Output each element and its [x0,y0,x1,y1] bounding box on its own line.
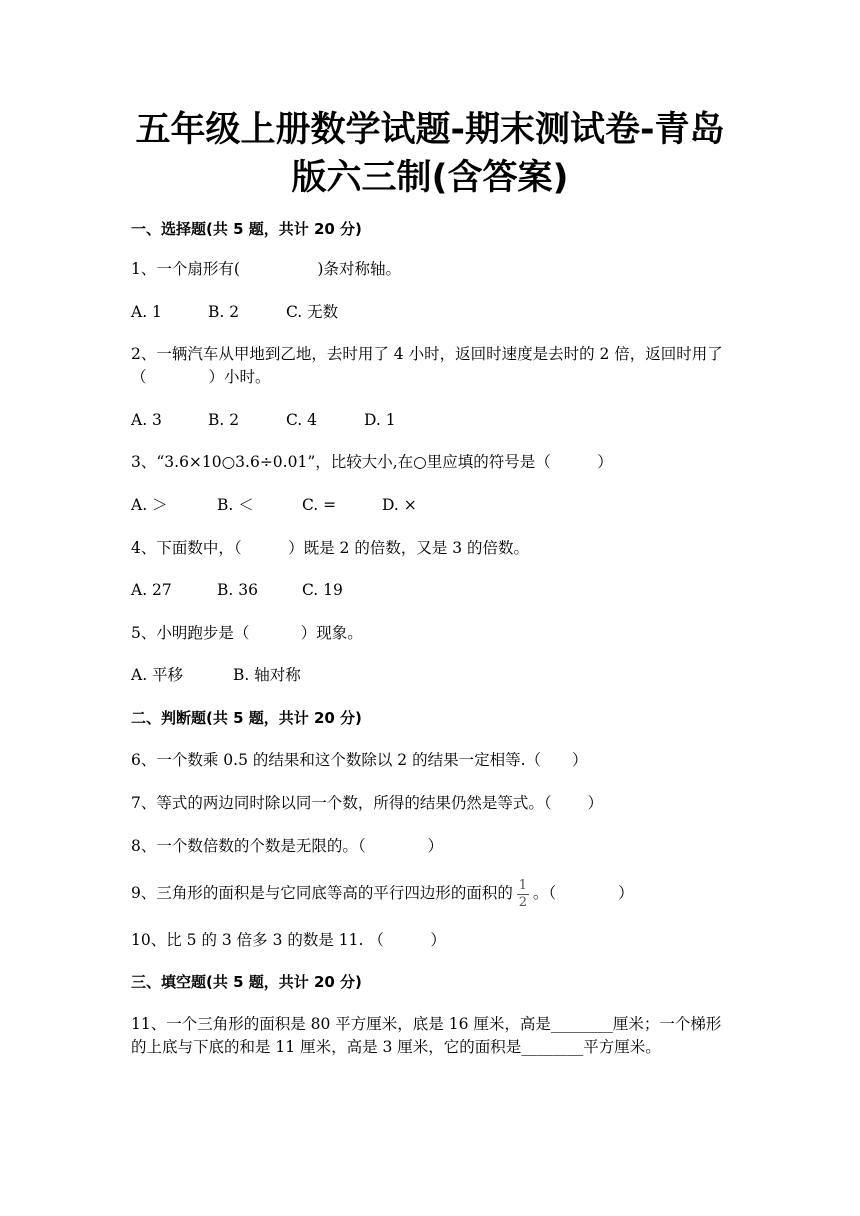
fraction-numerator: 1 [518,877,528,893]
section-heading-choice: 一、选择题(共 5 题，共计 20 分) [131,220,362,238]
option-a: A. ＞ [131,496,168,514]
question-7: 7、等式的两边同时除以同一个数，所得的结果仍然是等式。（ ） [131,794,604,812]
exam-title-line-2: 版六三制(含答案) [291,158,569,198]
section-heading-fill-blank: 三、填空题(共 5 题，共计 20 分) [131,973,362,991]
exam-title-line-1: 五年级上册数学试题-期末测试卷-青岛 [135,110,725,150]
section-heading-judgement: 二、判断题(共 5 题，共计 20 分) [131,709,362,727]
fraction-one-half [517,879,529,910]
question-9-text: 9、三角形的面积是与它同底等高的平行四边形的面积的 [131,884,513,902]
option-c: C. 无数 [286,303,339,321]
question-6: 6、一个数乘 0.5 的结果和这个数除以 2 的结果一定相等.（ ） [131,751,588,769]
option-a: A. 1 [131,303,162,321]
question-9-answer-blank: 。（ ） [532,884,634,902]
option-b: B. 轴对称 [233,666,301,684]
question-9 [131,876,634,910]
question-8: 8、一个数倍数的个数是无限的。（ ） [131,837,444,855]
option-c: C. 4 [286,411,318,429]
option-a: A. 平移 [131,666,184,684]
option-b: B. ＜ [217,496,254,514]
option-a: A. 3 [131,411,162,429]
option-c: C. = [302,496,337,514]
question-4: 4、下面数中，（ ）既是 2 的倍数，又是 3 的倍数。 [131,539,530,557]
fraction-denominator: 2 [518,894,528,910]
question-11: 11、一个三角形的面积是 80 平方厘米，底是 16 厘米，高是________厘米；一个梯形的上底与下底的和是 11 厘米，高是 3 厘米，它的面积是________平方厘米。 [131,1015,722,1056]
option-d: D. × [382,496,417,514]
option-a: A. 27 [131,581,172,599]
question-5: 5、小明跑步是（ ）现象。 [131,624,363,642]
option-b: B. 2 [208,411,240,429]
option-d: D. 1 [364,411,396,429]
option-b: B. 36 [217,581,258,599]
question-1: 1、一个扇形有( )条对称轴。 [131,260,401,278]
option-c: C. 19 [302,581,343,599]
question-3: 3、“3.6×10○3.6÷0.01”，比较大小,在○里应填的符号是（ ） [131,453,613,471]
question-10: 10、比 5 的 3 倍多 3 的数是 11. （ ） [131,931,446,949]
option-b: B. 2 [208,303,240,321]
question-2: 2、一辆汽车从甲地到乙地，去时用了 4 小时，返回时速度是去时的 2 倍，返回时用了（ ）小时。 [131,345,723,386]
